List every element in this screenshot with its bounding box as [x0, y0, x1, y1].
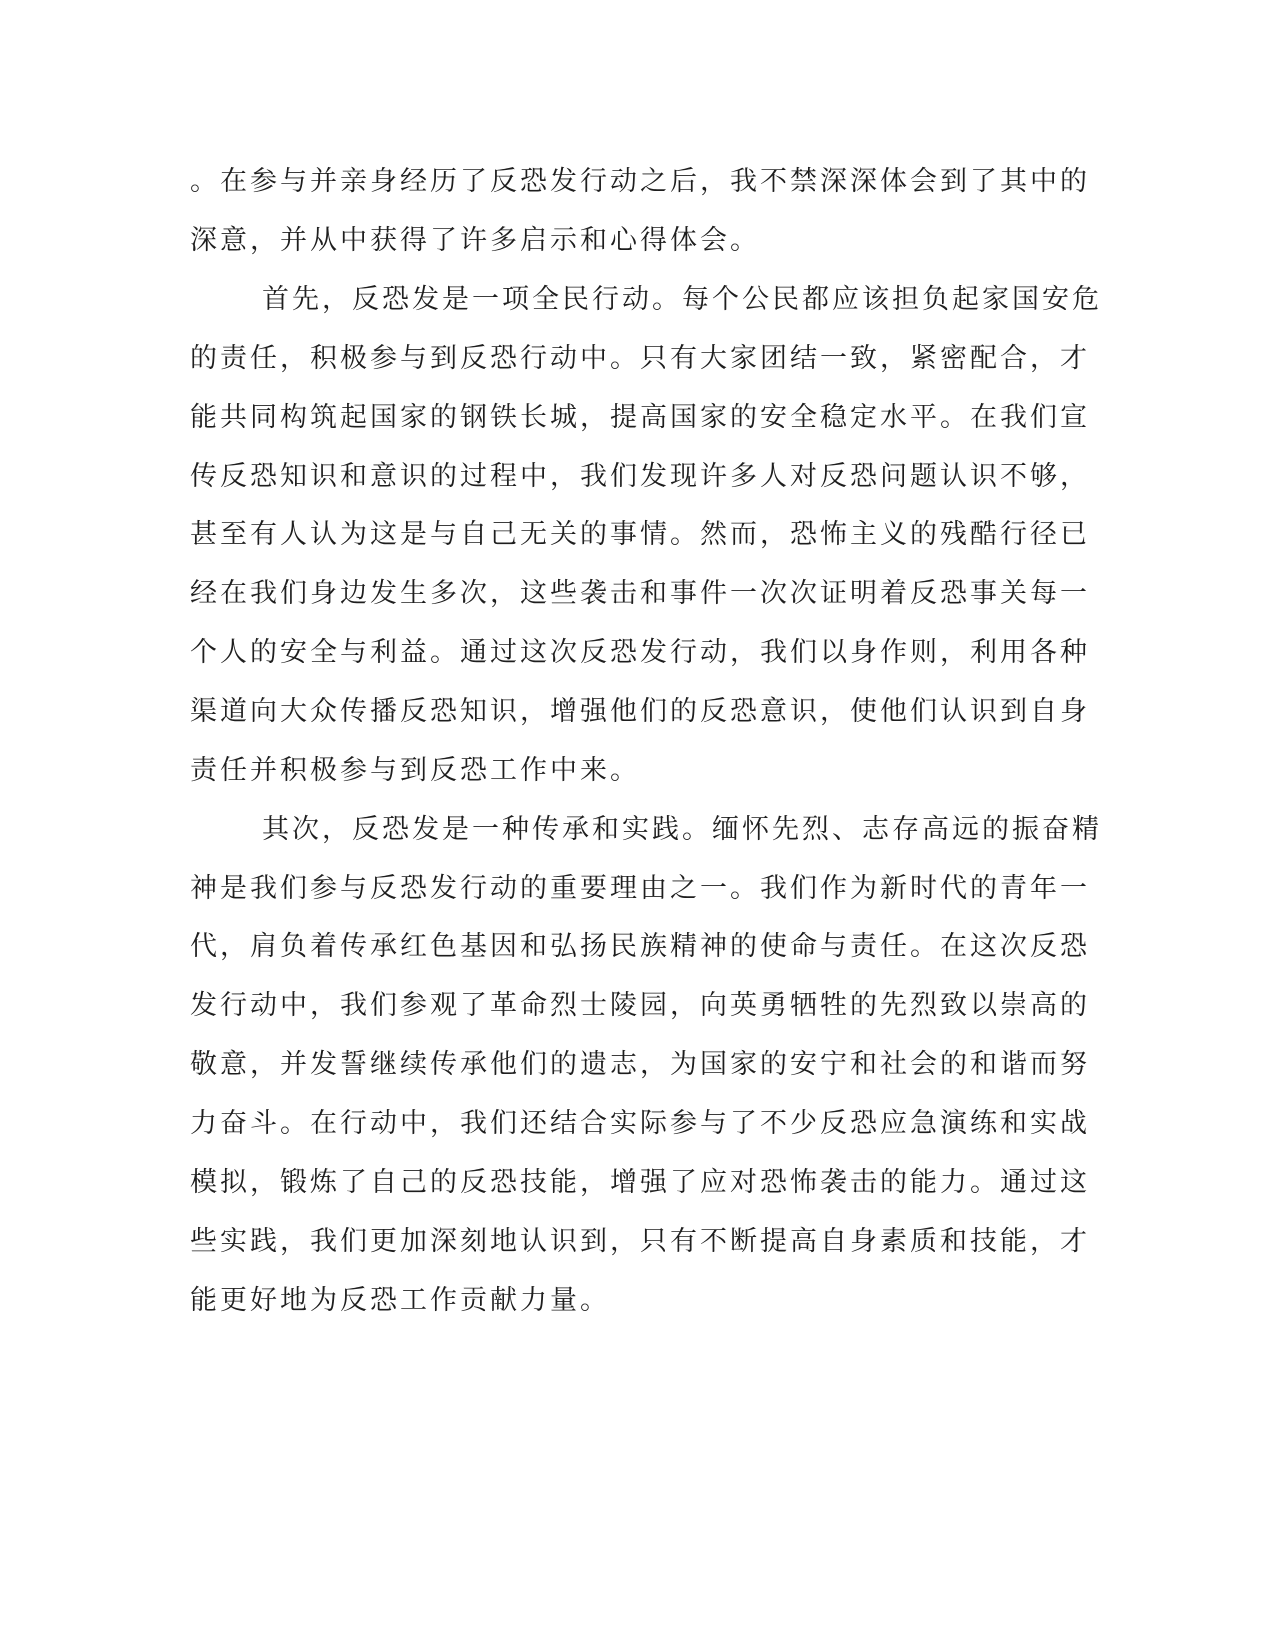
- paragraph-start-line: 首先，反恐发是一项全民行动。每个公民都应该担负起家国安危: [262, 284, 1102, 315]
- text-line: 能共同构筑起国家的钢铁长城，提高国家的安全稳定水平。在我们宣: [190, 402, 1090, 433]
- text-line: 责任并积极参与到反恐工作中来。: [190, 755, 640, 786]
- text-line: 甚至有人认为这是与自己无关的事情。然而，恐怖主义的残酷行径已: [190, 519, 1090, 550]
- text-line: 。在参与并亲身经历了反恐发行动之后，我不禁深深体会到了其中的: [190, 166, 1090, 197]
- text-line: 渠道向大众传播反恐知识，增强他们的反恐意识，使他们认识到自身: [190, 696, 1090, 727]
- text-line: 神是我们参与反恐发行动的重要理由之一。我们作为新时代的青年一: [190, 873, 1090, 904]
- text-line: 个人的安全与利益。通过这次反恐发行动，我们以身作则，利用各种: [190, 637, 1090, 668]
- text-line: 力奋斗。在行动中，我们还结合实际参与了不少反恐应急演练和实战: [190, 1108, 1090, 1139]
- text-line: 些实践，我们更加深刻地认识到，只有不断提高自身素质和技能，才: [190, 1226, 1090, 1257]
- text-line: 经在我们身边发生多次，这些袭击和事件一次次证明着反恐事关每一: [190, 578, 1090, 609]
- text-line: 代，肩负着传承红色基因和弘扬民族精神的使命与责任。在这次反恐: [190, 931, 1090, 962]
- text-line: 深意，并从中获得了许多启示和心得体会。: [190, 225, 760, 256]
- text-line: 模拟，锻炼了自己的反恐技能，增强了应对恐怖袭击的能力。通过这: [190, 1167, 1090, 1198]
- text-line: 的责任，积极参与到反恐行动中。只有大家团结一致，紧密配合，才: [190, 343, 1090, 374]
- paragraph-start-line: 其次，反恐发是一种传承和实践。缅怀先烈、志存高远的振奋精: [262, 814, 1102, 845]
- text-line: 传反恐知识和意识的过程中，我们发现许多人对反恐问题认识不够，: [190, 461, 1090, 492]
- text-line: 能更好地为反恐工作贡献力量。: [190, 1285, 610, 1316]
- text-line: 发行动中，我们参观了革命烈士陵园，向英勇牺牲的先烈致以崇高的: [190, 990, 1090, 1021]
- text-line: 敬意，并发誓继续传承他们的遗志，为国家的安宁和社会的和谐而努: [190, 1049, 1090, 1080]
